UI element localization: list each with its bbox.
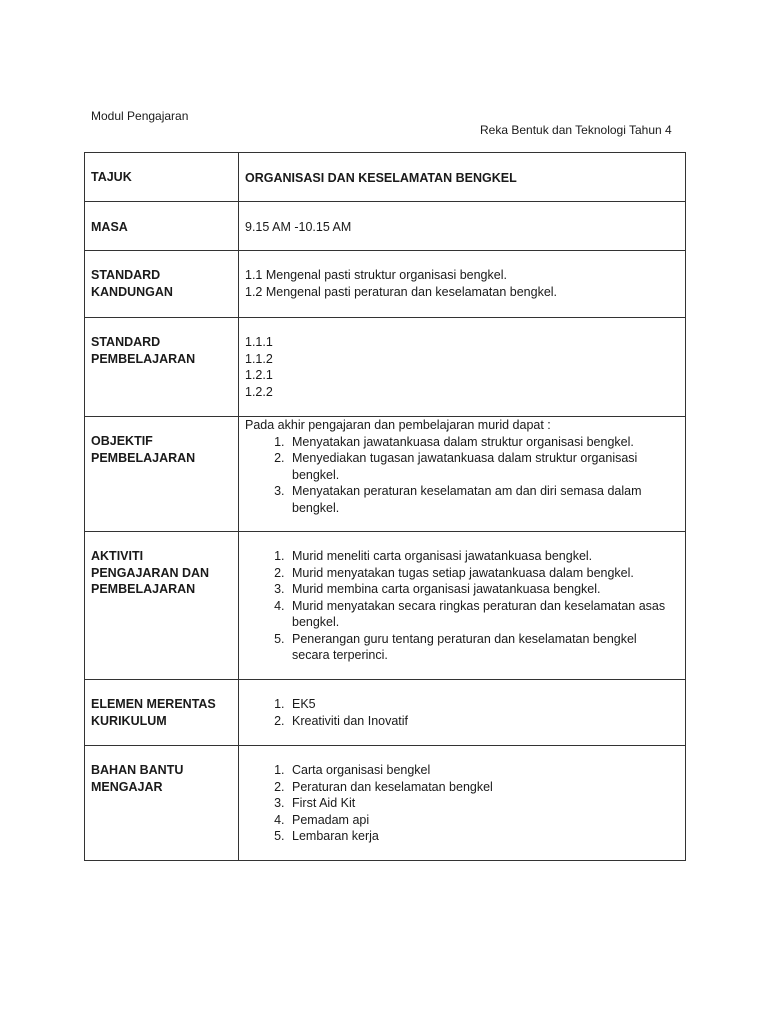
aktiviti-label: AKTIVITI PENGAJARAN DAN PEMBELAJARAN xyxy=(85,532,239,680)
masa-label: MASA xyxy=(85,202,239,251)
list-item: 5. Penerangan guru tentang peraturan dan keselamatan bengkel secara terperinci. xyxy=(288,631,677,664)
list-item: 3. Murid membina carta organisasi jawatankuasa bengkel. xyxy=(288,581,677,598)
objektif-label: OBJEKTIF PEMBELAJARAN xyxy=(85,417,239,532)
list-item: 2. Kreativiti dan Inovatif xyxy=(288,713,677,730)
sp-line: 1.2.1 xyxy=(245,368,273,382)
lesson-plan-table xyxy=(84,152,686,861)
row-standard-kandungan xyxy=(85,251,686,318)
subject-label: Reka Bentuk dan Teknologi Tahun 4 xyxy=(480,123,672,137)
emk-label: ELEMEN MERENTAS KURIKULUM xyxy=(85,680,239,746)
list-item: 1. Menyatakan jawatankuasa dalam struktur organisasi bengkel. xyxy=(288,434,677,451)
list-item: 1. EK5 xyxy=(288,696,677,713)
sp-line: 1.1.1 xyxy=(245,335,273,349)
emk-list xyxy=(245,696,677,729)
row-masa xyxy=(85,202,686,251)
list-item: 1. Murid meneliti carta organisasi jawatankuasa bengkel. xyxy=(288,548,677,565)
sp-line: 1.1.2 xyxy=(245,351,273,366)
list-item: 2. Murid menyatakan tugas setiap jawatankuasa dalam bengkel. xyxy=(288,565,677,582)
list-item: 3. Menyatakan peraturan keselamatan am dan diri semasa dalam bengkel. xyxy=(288,483,677,516)
emk-values xyxy=(239,680,686,746)
sk-line: 1.1 Mengenal pasti struktur organisasi bengkel. xyxy=(245,268,507,282)
bbm-label: BAHAN BANTU MENGAJAR xyxy=(85,746,239,861)
masa-value: 9.15 AM -10.15 AM xyxy=(239,202,686,251)
list-item: 3. First Aid Kit xyxy=(288,795,677,812)
aktiviti-list xyxy=(245,548,677,664)
bbm-list xyxy=(245,762,677,845)
tajuk-value: ORGANISASI DAN KESELAMATAN BENGKEL xyxy=(239,153,686,202)
row-aktiviti xyxy=(85,532,686,680)
objektif-values xyxy=(239,417,686,532)
sk-label: STANDARD KANDUNGAN xyxy=(85,251,239,318)
tajuk-label: TAJUK xyxy=(85,153,239,202)
list-item: 2. Menyediakan tugasan jawatankuasa dalam struktur organisasi bengkel. xyxy=(288,450,677,483)
sp-values xyxy=(239,318,686,417)
row-tajuk xyxy=(85,153,686,202)
objektif-intro: Pada akhir pengajaran dan pembelajaran murid dapat : xyxy=(245,418,551,432)
module-label: Modul Pengajaran xyxy=(91,109,189,123)
sk-values xyxy=(239,251,686,318)
list-item: 4. Murid menyatakan secara ringkas peraturan dan keselamatan asas bengkel. xyxy=(288,598,677,631)
sp-line: 1.2.2 xyxy=(245,384,273,399)
list-item: 5. Lembaran kerja xyxy=(288,828,677,845)
row-emk xyxy=(85,680,686,746)
list-item: 1. Carta organisasi bengkel xyxy=(288,762,677,779)
sk-line: 1.2 Mengenal pasti peraturan dan keselamatan bengkel. xyxy=(245,284,558,299)
bbm-values xyxy=(239,746,686,861)
list-item: 4. Pemadam api xyxy=(288,812,677,829)
objektif-list xyxy=(245,434,677,517)
aktiviti-values xyxy=(239,532,686,680)
list-item: 2. Peraturan dan keselamatan bengkel xyxy=(288,779,677,796)
row-standard-pembelajaran xyxy=(85,318,686,417)
sp-label: STANDARD PEMBELAJARAN xyxy=(85,318,239,417)
row-objektif xyxy=(85,417,686,532)
row-bbm xyxy=(85,746,686,861)
